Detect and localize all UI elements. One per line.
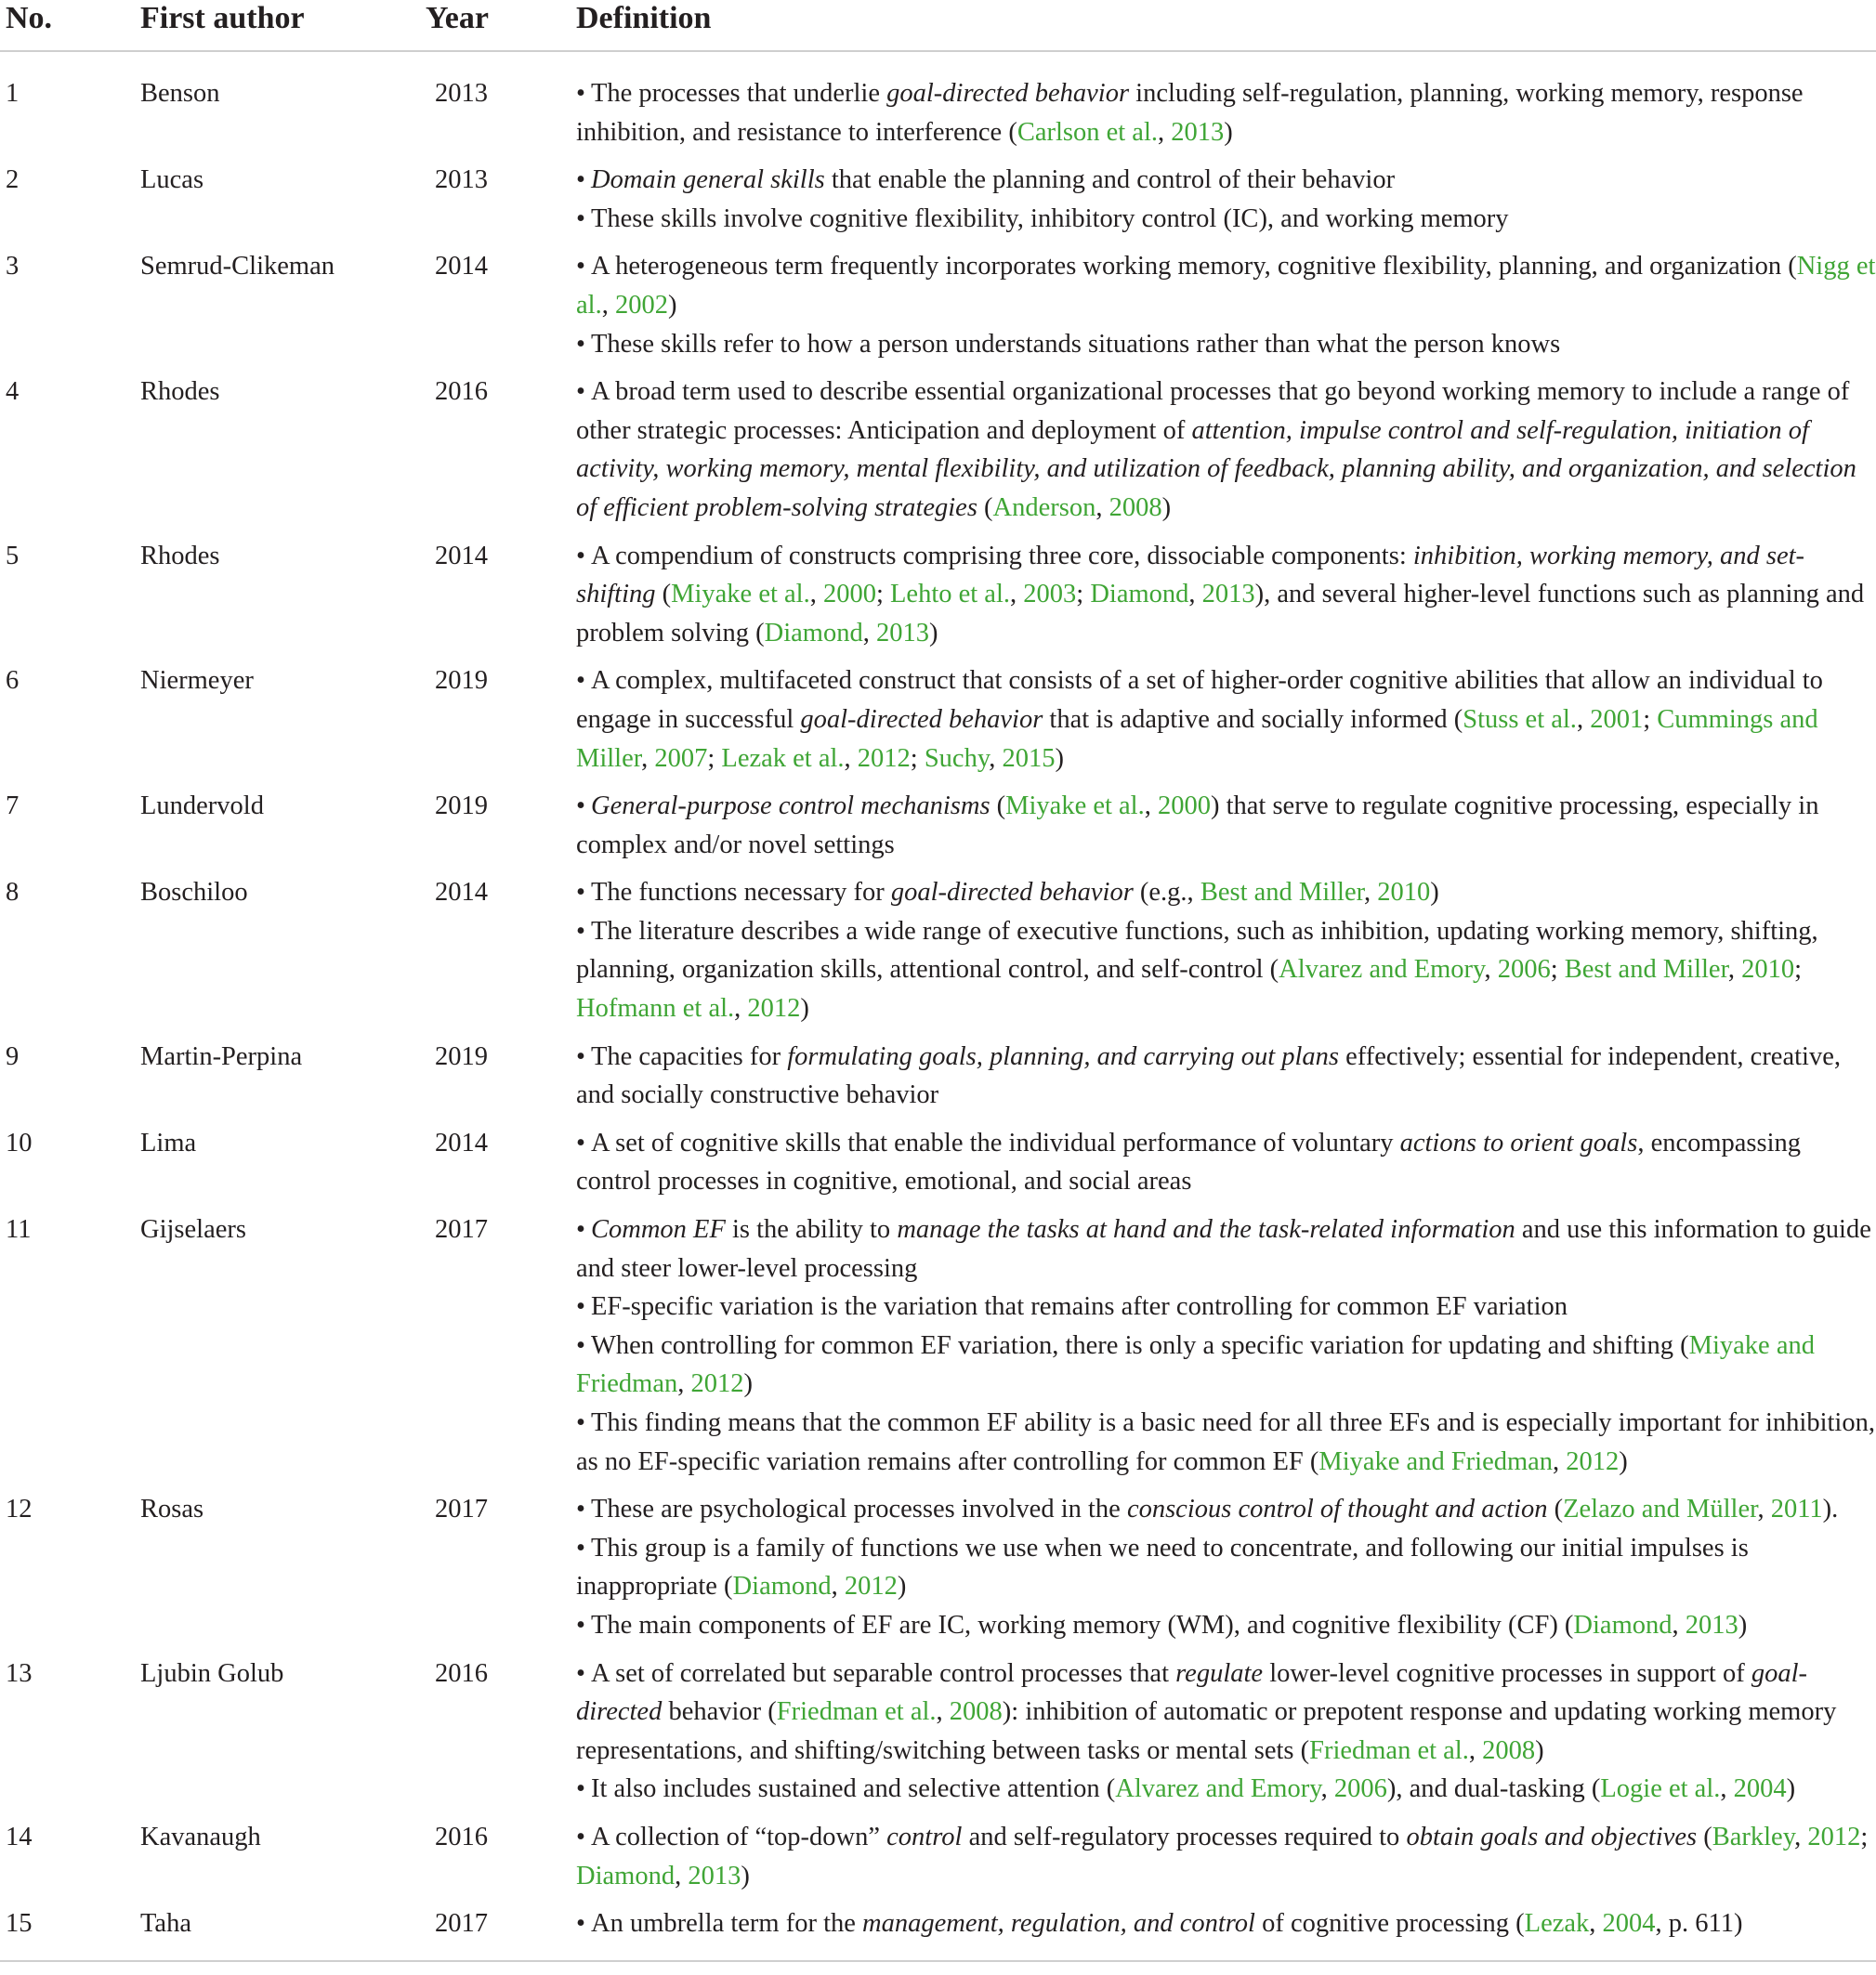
year-cell: 2014: [435, 252, 488, 281]
no-cell: 8: [6, 878, 20, 908]
citation-link[interactable]: 2003: [1023, 580, 1077, 609]
definition-text: ,: [844, 743, 858, 773]
definition-text: The functions necessary for: [590, 878, 891, 908]
citation-link[interactable]: 2010: [1741, 955, 1795, 985]
emphasized-text: goal-directed behavior: [800, 704, 1043, 734]
citation-link[interactable]: Diamond: [732, 1572, 832, 1602]
definition-text: ,: [831, 1572, 845, 1602]
definition-bullet: [576, 1606, 1876, 1645]
header-no: No.: [0, 0, 140, 51]
definition-text: is the ability to: [725, 1215, 898, 1245]
definition-text: A set of cognitive skills that enable the individual performance of voluntary: [590, 1128, 1400, 1158]
definition-bullet: [576, 1210, 1876, 1288]
table-row: [0, 1038, 1876, 1124]
definition-text: The processes that underlie: [590, 79, 887, 108]
citation-link[interactable]: 2004: [1602, 1909, 1656, 1939]
definition-text: ,: [1484, 955, 1498, 985]
definition-bullet: [576, 912, 1876, 1028]
definition-text: ,: [1095, 492, 1109, 522]
year-cell: 2017: [435, 1215, 488, 1245]
table-row: [0, 1655, 1876, 1818]
citation-link[interactable]: Alvarez and Emory: [1279, 955, 1485, 985]
citation-link[interactable]: Diamond: [1090, 580, 1189, 609]
definition-bullet: [576, 325, 1876, 364]
author-cell: Martin-Perpina: [140, 1041, 303, 1071]
definition-cell: [576, 373, 1876, 536]
definition-bullet: [576, 161, 1876, 200]
year-cell: 2014: [435, 1128, 488, 1158]
definition-text: ): [928, 618, 938, 647]
definition-bullet: [576, 661, 1876, 778]
citation-link[interactable]: Miyake et al.: [1005, 791, 1145, 821]
no-cell: 15: [0, 1904, 140, 1961]
definition-text: ,: [641, 743, 655, 773]
author-cell: Niermeyer: [140, 666, 254, 696]
definition-text: ,: [1720, 1774, 1734, 1804]
year-cell: 2013: [435, 79, 488, 108]
definition-text: The capacities for: [590, 1041, 788, 1071]
emphasized-text: regulate: [1175, 1658, 1264, 1688]
definition-text: ;: [707, 743, 722, 773]
definition-text: A collection of “top-down”: [590, 1822, 887, 1851]
definition-text: ): [897, 1572, 907, 1602]
definition-cell: [576, 1490, 1876, 1654]
citation-link[interactable]: 2001: [1590, 704, 1644, 734]
header-first-author: First author: [140, 0, 426, 51]
citation-link[interactable]: Logie et al.: [1600, 1774, 1721, 1804]
definition-text: ) that serve to regulate cognitive processing, especially in complex and/or novel settings: [576, 791, 1819, 859]
citation-link[interactable]: 2012: [690, 1369, 744, 1399]
definition-text: A broad term used to describe essential organizational processes that go beyond working memory to include a range of other strategic processes: Anticipation and deployment of: [576, 377, 1850, 445]
header-row: [0, 0, 1876, 51]
definition-text: An umbrella term for the: [590, 1909, 863, 1939]
citation-link[interactable]: 2008: [949, 1697, 1003, 1727]
table-row: [0, 873, 1876, 1037]
definition-text: (: [977, 492, 993, 522]
definition-text: ): [1430, 878, 1439, 908]
citation-link[interactable]: 2013: [1201, 580, 1255, 609]
definition-text: When controlling for common EF variation, there is only a specific variation for updating and shifting (: [590, 1330, 1689, 1360]
definition-text: ;: [1794, 955, 1803, 985]
table-row: [0, 373, 1876, 536]
definition-bullet: [576, 247, 1876, 324]
definition-text: ,: [1158, 117, 1172, 147]
table-row: [0, 51, 1876, 161]
definition-text: (: [990, 791, 1006, 821]
definition-text: lower-level cognitive processes in support of: [1263, 1658, 1751, 1688]
citation-link[interactable]: 2012: [857, 743, 911, 773]
definition-text: ,: [989, 743, 1003, 773]
definition-bullet: [576, 1770, 1876, 1809]
author-cell: Taha: [140, 1904, 426, 1961]
table-row: [0, 1818, 1876, 1904]
definition-text: These skills refer to how a person understands situations rather than what the person knows: [590, 329, 1561, 359]
definition-text: behavior (: [662, 1697, 777, 1727]
definition-text: ): inhibition of automatic or prepotent response and updating working memory representations, and shifting/switching between tasks or mental sets (: [576, 1697, 1837, 1765]
table-row: [0, 1490, 1876, 1654]
definition-text: ,: [1757, 1495, 1771, 1524]
definition-text: , encompassing control processes in cognitive, emotional, and social areas: [576, 1128, 1802, 1197]
definition-text: ): [667, 290, 677, 320]
year-cell: 2016: [435, 1658, 488, 1688]
citation-link[interactable]: Best and Miller: [1564, 955, 1728, 985]
author-cell: Ljubin Golub: [140, 1658, 284, 1688]
no-cell: 5: [6, 541, 20, 570]
no-cell: 1: [6, 79, 20, 108]
citation-link[interactable]: 2012: [747, 994, 801, 1024]
definition-text: (: [655, 580, 672, 609]
definition-text: and self-regulatory processes required to: [962, 1822, 1407, 1851]
definition-cell: [576, 537, 1876, 662]
header-definition: Definition: [576, 0, 1876, 51]
citation-link[interactable]: Miyake and Friedman: [576, 1330, 1815, 1399]
definition-text: ,: [675, 1861, 689, 1890]
author-cell: Rhodes: [140, 377, 220, 407]
header-year: Year: [426, 0, 576, 51]
no-cell: 9: [6, 1041, 20, 1071]
definition-bullet: [576, 1327, 1876, 1404]
emphasized-text: conscious control of thought and action: [1126, 1495, 1548, 1524]
citation-link[interactable]: 2006: [1333, 1774, 1387, 1804]
definition-text: ): [1055, 743, 1064, 773]
definition-text: ): [800, 994, 809, 1024]
no-cell: 6: [6, 666, 20, 696]
definition-bullet: [576, 1404, 1876, 1481]
definition-text: The literature describes a wide range of executive functions, such as inhibition, updating working memory, shifting, planning, organization skills, attentional control, and self-control (: [576, 916, 1818, 985]
table-header: [0, 0, 1876, 51]
emphasized-text: actions to orient goals: [1399, 1128, 1638, 1158]
definition-text: of cognitive processing (: [1254, 1909, 1525, 1939]
author-cell: Semrud-Clikeman: [140, 252, 335, 281]
year-cell: 2016: [435, 1822, 488, 1851]
definition-text: (: [1697, 1822, 1712, 1851]
citation-link[interactable]: 2000: [1157, 791, 1211, 821]
definition-cell: [576, 51, 1876, 161]
no-cell: 11: [6, 1215, 32, 1245]
year-cell: 2014: [435, 878, 488, 908]
definition-cell: [576, 247, 1876, 373]
definition-bullet: [576, 74, 1876, 151]
definition-bullet: [576, 787, 1876, 864]
definition-text: ,: [1589, 1909, 1603, 1939]
definition-bullet: [576, 1655, 1876, 1771]
year-cell: 2019: [435, 791, 488, 821]
definition-text: ,: [1794, 1822, 1808, 1851]
author-cell: Rhodes: [140, 541, 220, 570]
definition-text: (e.g.,: [1133, 878, 1200, 908]
definition-bullet: [576, 373, 1876, 527]
citation-link[interactable]: 2006: [1497, 955, 1551, 985]
definition-text: ;: [1860, 1822, 1869, 1851]
definition-text: These skills involve cognitive flexibility, inhibitory control (IC), and working memory: [590, 203, 1509, 233]
citation-link[interactable]: 2008: [1109, 492, 1162, 522]
year-cell: 2019: [435, 666, 488, 696]
table-row: [0, 1904, 1876, 1961]
definition-text: The main components of EF are IC, working memory (WM), and cognitive flexibility (CF) (: [590, 1610, 1574, 1640]
definition-cell: [576, 161, 1876, 247]
definition-cell: [576, 1038, 1876, 1124]
definition-text: ,: [1468, 1735, 1483, 1765]
citation-link[interactable]: Friedman et al.: [776, 1697, 937, 1727]
emphasized-text: management, regulation, and control: [862, 1909, 1255, 1939]
definition-text: ,: [1320, 1774, 1334, 1804]
definition-bullet: [576, 873, 1876, 912]
citation-link[interactable]: Friedman et al.: [1309, 1735, 1469, 1765]
emphasized-text: inhibition, working memory, and set-shifting: [576, 541, 1805, 609]
citation-link[interactable]: 2007: [654, 743, 708, 773]
year-cell: 2016: [435, 377, 488, 407]
definition-bullet: [576, 1529, 1876, 1606]
no-cell: 10: [6, 1128, 33, 1158]
definition-text: ): [1224, 117, 1233, 147]
citation-link[interactable]: Miyake et al.: [671, 580, 810, 609]
year-cell: 2014: [435, 541, 488, 570]
definition-bullet: [576, 1904, 1876, 1943]
definition-text: ,: [1144, 791, 1158, 821]
emphasized-text: manage the tasks at hand and the task-related information: [897, 1215, 1515, 1245]
no-cell: 14: [6, 1822, 33, 1851]
citation-link[interactable]: Lehto et al.: [890, 580, 1011, 609]
citation-link[interactable]: 2000: [822, 580, 876, 609]
table-body: [0, 51, 1876, 1961]
definition-text: ), and dual-tasking (: [1386, 1774, 1601, 1804]
definition-text: ,: [1727, 955, 1742, 985]
no-cell: 7: [6, 791, 20, 821]
definition-text: , p. 611): [1655, 1909, 1743, 1939]
emphasized-text: Domain general skills: [590, 165, 825, 195]
citation-link[interactable]: 2013: [875, 618, 929, 647]
definition-cell: [576, 1904, 1876, 1961]
definition-text: and use this information to guide and steer lower-level processing: [576, 1215, 1871, 1283]
emphasized-text: General-purpose control mechanisms: [590, 791, 990, 821]
citation-link[interactable]: Lezak: [1524, 1909, 1590, 1939]
definition-cell: [576, 1818, 1876, 1904]
definition-bullet: [576, 1818, 1876, 1895]
year-cell: 2019: [435, 1041, 488, 1071]
definition-text: ;: [1550, 955, 1565, 985]
table-row: [0, 661, 1876, 787]
citation-link[interactable]: Carlson et al.: [1017, 117, 1158, 147]
definition-cell: [576, 661, 1876, 787]
year-cell: 2013: [435, 165, 488, 195]
emphasized-text: attention, impulse control and self-regulation, initiation of activity, working memory, mental flexibility, and utilization of feedback, planning ability, and organization, and selection of efficient problem-solving strategies: [576, 415, 1856, 522]
author-cell: Boschiloo: [140, 878, 248, 908]
definition-text: ,: [936, 1697, 950, 1727]
citation-link[interactable]: 2012: [844, 1572, 898, 1602]
author-cell: Gijselaers: [140, 1215, 246, 1245]
citation-link[interactable]: Stuss et al.: [1463, 704, 1577, 734]
definition-text: A compendium of constructs comprising three core, dissociable components:: [590, 541, 1413, 570]
emphasized-text: obtain goals and objectives: [1406, 1822, 1698, 1851]
definition-text: ), and several higher-level functions such as planning and problem solving (: [576, 580, 1865, 647]
emphasized-text: formulating goals, planning, and carrying out plans: [787, 1041, 1340, 1071]
citation-link[interactable]: Diamond: [764, 618, 863, 647]
definition-text: This group is a family of functions we use when we need to concentrate, and following our initial impulses is inappropriate (: [576, 1533, 1749, 1602]
citation-link[interactable]: 2013: [1171, 117, 1225, 147]
citation-link[interactable]: 2010: [1377, 878, 1431, 908]
definition-text: ): [741, 1861, 750, 1890]
definition-text: including self-regulation, planning, working memory, response inhibition, and resistance to interference (: [576, 79, 1804, 147]
definition-text: ).: [1822, 1495, 1839, 1524]
citation-link[interactable]: 2008: [1482, 1735, 1536, 1765]
citation-link[interactable]: Zelazo and Müller: [1563, 1495, 1758, 1524]
citation-link[interactable]: 2004: [1733, 1774, 1787, 1804]
definition-text: ): [1738, 1610, 1748, 1640]
definition-text: ,: [809, 580, 823, 609]
no-cell: 12: [6, 1495, 33, 1524]
definition-text: ,: [1363, 878, 1378, 908]
table-row: [0, 1210, 1876, 1490]
citation-link[interactable]: Diamond: [1573, 1610, 1673, 1640]
emphasized-text: Common EF: [590, 1215, 726, 1245]
definition-cell: [576, 1655, 1876, 1818]
definition-text: ): [1619, 1446, 1628, 1476]
definition-text: ): [743, 1369, 753, 1399]
definition-text: It also includes sustained and selective attention (: [590, 1774, 1116, 1804]
author-cell: Benson: [140, 79, 220, 108]
definition-text: effectively; essential for independent, creative, and socially constructive behavior: [576, 1041, 1841, 1110]
citation-link[interactable]: Best and Miller: [1200, 878, 1364, 908]
definition-text: ,: [862, 618, 876, 647]
definition-bullet: [576, 537, 1876, 653]
definition-bullet: [576, 1038, 1876, 1115]
table-row: [0, 161, 1876, 247]
definition-text: ): [1161, 492, 1172, 522]
definition-text: A complex, multifaceted construct that consists of a set of higher-order cognitive abilities that allow an individual to engage in successful: [576, 666, 1823, 734]
citation-link[interactable]: Anderson: [992, 492, 1096, 522]
definition-text: ;: [1076, 580, 1091, 609]
author-cell: Lundervold: [140, 791, 264, 821]
definition-bullet: [576, 200, 1876, 239]
definition-cell: [576, 1124, 1876, 1210]
definition-bullet: [576, 1124, 1876, 1201]
emphasized-text: goal-directed behavior: [886, 79, 1130, 108]
emphasized-text: goal-directed: [576, 1658, 1807, 1727]
definition-text: ,: [677, 1369, 691, 1399]
citation-link[interactable]: 2012: [1807, 1822, 1861, 1851]
definition-text: that is adaptive and socially informed (: [1043, 704, 1463, 734]
definition-text: ,: [1553, 1446, 1567, 1476]
definition-text: This finding means that the common EF ability is a basic need for all three EFs and is especially important for inhibition, as no EF-specific variation remains after controlling for common EF (: [576, 1408, 1875, 1476]
no-cell: 4: [6, 377, 20, 407]
definition-text: ,: [1010, 580, 1024, 609]
definition-text: ,: [1576, 704, 1591, 734]
definition-text: that enable the planning and control of their behavior: [824, 165, 1396, 195]
citation-link[interactable]: 2002: [614, 290, 668, 320]
definition-text: ;: [875, 580, 891, 609]
no-cell: 2: [6, 165, 20, 195]
definition-text: ): [1535, 1735, 1544, 1765]
definition-text: ,: [1188, 580, 1202, 609]
author-cell: Lima: [140, 1128, 197, 1158]
table-row: [0, 787, 1876, 873]
citation-link[interactable]: 2013: [1685, 1610, 1738, 1640]
year-cell: 2017: [435, 1495, 488, 1524]
definition-cell: [576, 873, 1876, 1037]
citation-link[interactable]: 2013: [688, 1861, 741, 1890]
table-row: [0, 537, 1876, 662]
citation-link[interactable]: Suchy: [924, 743, 990, 773]
citation-link[interactable]: Diamond: [576, 1861, 676, 1890]
citation-link[interactable]: Miyake and Friedman: [1318, 1446, 1554, 1476]
definition-bullet: [576, 1288, 1876, 1327]
definition-cell: [576, 1210, 1876, 1490]
citation-link[interactable]: Cummings and Miller: [576, 704, 1818, 773]
definition-text: (: [1547, 1495, 1564, 1524]
citation-link[interactable]: Alvarez and Emory: [1115, 1774, 1321, 1804]
citation-link[interactable]: Barkley: [1712, 1822, 1795, 1851]
table-row: [0, 1124, 1876, 1210]
definition-text: ): [1786, 1774, 1796, 1804]
definition-cell: [576, 787, 1876, 873]
author-cell: Rosas: [140, 1495, 204, 1524]
citation-link[interactable]: Lezak et al.: [721, 743, 845, 773]
emphasized-text: goal-directed behavior: [890, 878, 1134, 908]
definition-text: ,: [601, 290, 615, 320]
no-cell: 3: [6, 252, 20, 281]
definition-text: ;: [1643, 704, 1658, 734]
definition-text: ,: [734, 994, 748, 1024]
definition-text: EF-specific variation is the variation that remains after controlling for common EF variation: [590, 1292, 1568, 1322]
definition-text: A heterogeneous term frequently incorporates working memory, cognitive flexibility, planning, and organization (: [590, 252, 1797, 281]
definition-bullet: [576, 1490, 1876, 1529]
no-cell: 13: [6, 1658, 33, 1688]
citation-link[interactable]: Hofmann et al.: [576, 994, 735, 1024]
definition-text: ;: [910, 743, 925, 773]
author-cell: Kavanaugh: [140, 1822, 261, 1851]
citation-link[interactable]: Nigg et al.: [576, 252, 1876, 320]
author-cell: Lucas: [140, 165, 204, 195]
table-row: [0, 247, 1876, 373]
citation-link[interactable]: 2011: [1770, 1495, 1823, 1524]
citation-link[interactable]: 2015: [1002, 743, 1056, 773]
definition-text: A set of correlated but separable control processes that: [590, 1658, 1176, 1688]
citation-link[interactable]: 2012: [1566, 1446, 1620, 1476]
definition-text: These are psychological processes involved in the: [590, 1495, 1127, 1524]
definition-text: ,: [1672, 1610, 1686, 1640]
year-cell: 2017: [426, 1904, 576, 1961]
emphasized-text: control: [886, 1822, 963, 1851]
